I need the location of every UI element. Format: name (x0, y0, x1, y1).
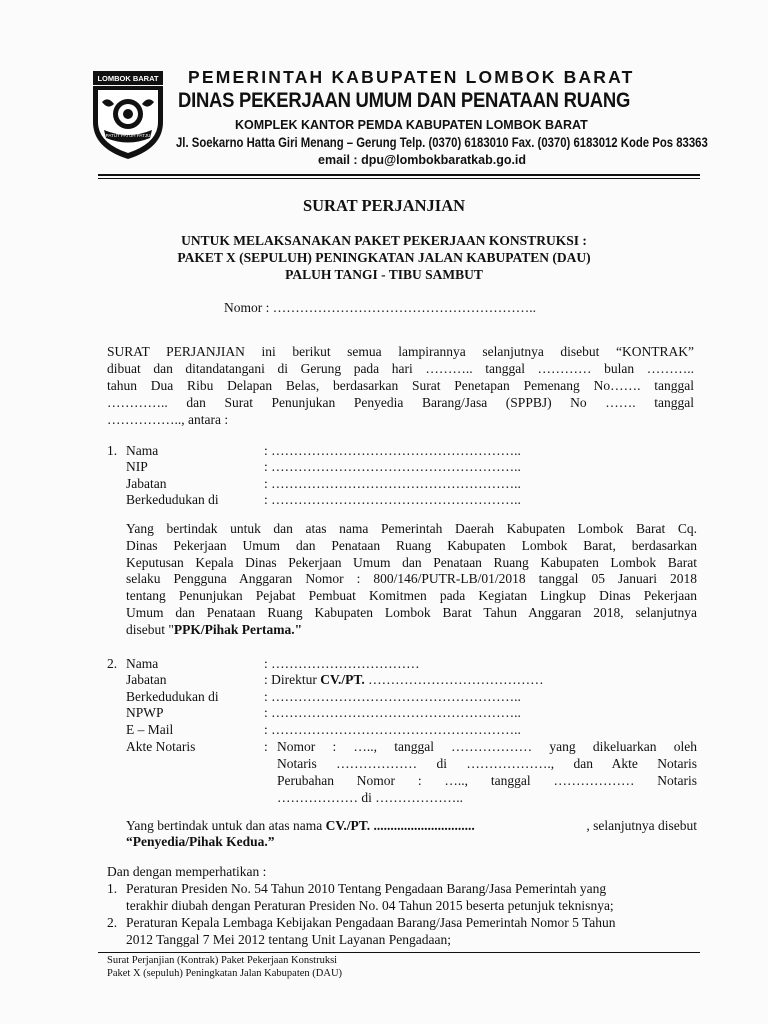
party2-akte-line-1: Nomor : ….., tanggal ……………… yang dikeluarkan oleh (277, 739, 697, 754)
party1-nip-label: NIP (126, 459, 148, 474)
header-address: Jl. Soekarno Hatta Giri Menang – Gerung Telp. (0370) 6183010 Fax. (0370) 6183012 Kode Pos 83363 (176, 135, 708, 150)
party2-akte-line-3: Perubahan Nomor : ….., tanggal ……………… Notaris (277, 773, 697, 788)
party1-kedudukan-value: : ……………………………………………….. (264, 492, 521, 507)
subtitle-line-1: UNTUK MELAKSANAKAN PAKET PEKERJAAN KONSTRUKSI : (181, 233, 587, 248)
penyedia-label: “Penyedia/Pihak Kedua.” (126, 834, 275, 849)
lombok-barat-logo (92, 70, 164, 160)
party2-kedudukan-value: : ……………………………………………….. (264, 689, 521, 704)
considering-item-1-line-1: Peraturan Presiden No. 54 Tahun 2010 Tentang Pengadaan Barang/Jasa Pemerintah yang (126, 881, 607, 896)
party2-email-value: : ……………………………………………….. (264, 722, 521, 737)
party2-akte-line-4: ……………… di ……………….. (277, 790, 464, 805)
party1-desc-line-3: Keputusan Kepala Dinas Pekerjaan Umum dan Penataan Ruang Kabupaten Lombok Barat (126, 555, 697, 570)
party1-nama-value: : ……………………………………………….. (264, 443, 521, 458)
document-title: SURAT PERJANJIAN (302, 196, 466, 215)
intro-line-2: dibuat dan ditandatangani di Gerung pada hari ……….. tanggal ………… bulan ……….. (107, 361, 694, 376)
party1-nama-label: Nama (126, 443, 159, 458)
svg-text:PATUT PATUH PATJU: PATUT PATUH PATJU (105, 133, 151, 138)
party1-desc-line-7: disebut "PPK/Pihak Pertama." (126, 622, 303, 637)
considering-item-1-number: 1. (107, 881, 118, 896)
ppk-label: PPK/Pihak Pertama." (173, 622, 303, 637)
party2-npwp-label: NPWP (126, 705, 164, 720)
header-rule-thick (98, 174, 700, 176)
party2-akte-line-2: Notaris ……………… di ………………., dan Akte Notaris (277, 756, 697, 771)
party2-desc-line-2 (126, 834, 275, 850)
considering-item-2-line-1: Peraturan Kepala Lembaga Kebijakan Pengadaan Barang/Jasa Pemerintah Nomor 5 Tahun (126, 915, 616, 930)
party2-npwp-value: : ……………………………………………….. (264, 705, 521, 720)
header-government: PEMERINTAH KABUPATEN LOMBOK BARAT (188, 67, 635, 87)
subtitle-line-2: PAKET X (SEPULUH) PENINGKATAN JALAN KABUPATEN (DAU) (177, 250, 591, 265)
footer-line-2: Paket X (sepuluh) Peningkatan Jalan Kabupaten (DAU) (107, 968, 343, 979)
party2-desc-line-1: Yang bertindak untuk dan atas nama CV./PT. .............................. , selanjutnya disebut (126, 818, 697, 833)
subtitle-line-3: PALUH TANGI - TIBU SAMBUT (285, 267, 483, 282)
intro-line-3: tahun Dua Ribu Delapan Belas, berdasarkan Surat Penetapan Pemenang No……. tanggal (107, 378, 694, 393)
party1-jabatan-value: : ……………………………………………….. (264, 476, 521, 491)
party1-desc-line-4: selaku Pengguna Anggaran Nomor : 800/146/PUTR-LB/01/2018 tanggal 05 Januari 2018 (126, 571, 697, 586)
intro-line-1: SURAT PERJANJIAN ini berikut semua lampirannya selanjutnya disebut “KONTRAK” (107, 344, 694, 359)
header-agency: DINAS PEKERJAAN UMUM DAN PENATAAN RUANG (178, 89, 631, 112)
footer-rule (98, 952, 700, 953)
footer-line-1: Surat Perjanjian (Kontrak) Paket Pekerjaan Konstruksi (107, 955, 338, 966)
party2-number: 2. (107, 656, 118, 671)
svg-text:LOMBOK BARAT: LOMBOK BARAT (97, 74, 159, 83)
party1-number: 1. (107, 443, 118, 458)
nomor-line: Nomor : ………………………………………………….. (224, 300, 536, 315)
intro-line-5: …………….., antara : (107, 412, 229, 427)
party1-nip-value: : ……………………………………………….. (264, 459, 521, 474)
party1-desc-line-1: Yang bertindak untuk dan atas nama Pemerintah Daerah Kabupaten Lombok Barat Cq. (126, 521, 697, 536)
party2-nama-label: Nama (126, 656, 159, 671)
party1-desc-line-6: Umum dan Penataan Ruang Kabupaten Lombok Barat Tahun Anggaran 2018, selanjutnya (126, 605, 697, 620)
considering-item-1-line-2: terakhir diubah dengan Peraturan Presiden No. 04 Tahun 2015 beserta petunjuk teknisnya; (126, 898, 614, 913)
considering-item-2-line-2: 2012 Tanggal 7 Mei 2012 tentang Unit Layanan Pengadaan; (126, 932, 451, 947)
party2-nama-value: : …………………………… (264, 656, 420, 671)
party1-kedudukan-label: Berkedudukan di (126, 492, 219, 507)
considering-intro: Dan dengan memperhatikan : (107, 864, 267, 879)
header-email: email : dpu@lombokbaratkab.go.id (318, 153, 527, 167)
header-office: KOMPLEK KANTOR PEMDA KABUPATEN LOMBOK BARAT (235, 118, 588, 132)
intro-line-4: ………….. dan Surat Penunjukan Penyedia Barang/Jasa (SPPBJ) No ……. tanggal (107, 395, 694, 410)
party2-kedudukan-label: Berkedudukan di (126, 689, 219, 704)
party2-akte-colon: : (264, 739, 268, 754)
considering-item-2-number: 2. (107, 915, 118, 930)
header-rule-thin (98, 178, 700, 179)
party2-jabatan-label: Jabatan (126, 672, 167, 687)
party2-akte-label: Akte Notaris (126, 739, 196, 754)
party1-jabatan-label: Jabatan (126, 476, 167, 491)
party2-jabatan-value: : Direktur CV./PT. ………………………………… (264, 672, 544, 687)
party2-email-label: E – Mail (126, 722, 174, 737)
party1-desc-line-5: tentang Penunjukan Pejabat Pembuat Komitmen pada Kegiatan Lingkup Dinas Pekerjaan (126, 588, 697, 603)
party1-desc-line-2: Dinas Pekerjaan Umum dan Penataan Ruang Kabupaten Lombok Barat, berdasarkan (126, 538, 697, 553)
